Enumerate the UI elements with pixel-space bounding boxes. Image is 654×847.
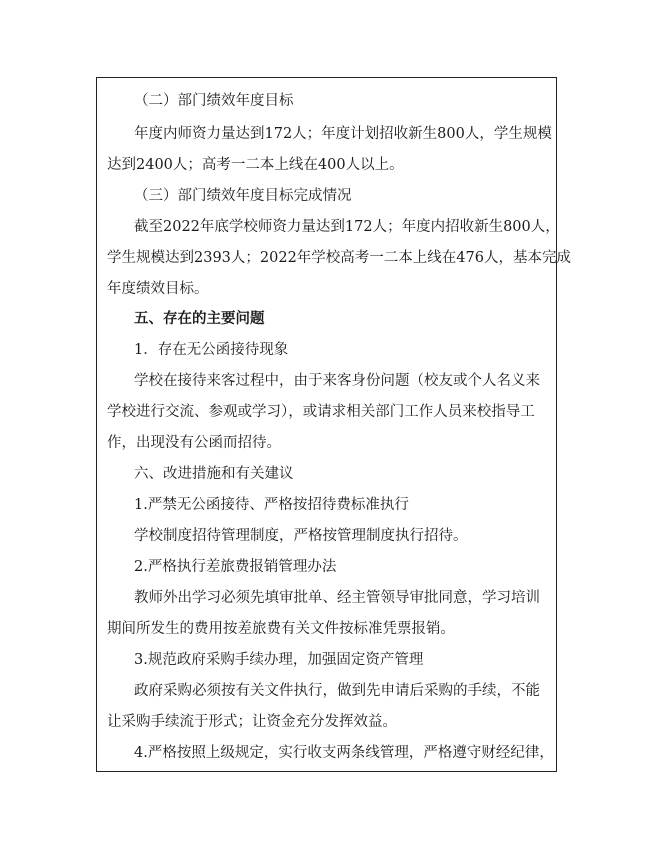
subheading: 4.严格按照上级规定，实行收支两条线管理，严格遵守财经纪律， [134, 745, 554, 761]
section-heading-3: （三）部门绩效年度目标完成情况 [134, 188, 352, 204]
paragraph-line: 期间所发生的费用按差旅费有关文件按标准凭票报销。 [107, 621, 455, 637]
subheading: 2.严格执行差旅费报销管理办法 [134, 559, 337, 575]
paragraph-line: 学校进行交流、参观或学习），或请求相关部门工作人员来校指导工 [107, 404, 535, 420]
section-heading-2: （二）部门绩效年度目标 [134, 93, 294, 109]
section-heading-6: 六、改进措施和有关建议 [134, 466, 294, 482]
paragraph-line: 学校制度招待管理制度，严格按管理制度执行招待。 [134, 528, 468, 544]
content-table-cell [96, 77, 571, 772]
paragraph-line: 达到2400人；高考一二本上线在400人以上。 [107, 157, 404, 173]
paragraph-line: 学生规模达到2393人；2022年学校高考一二本上线在476人，基本完成 [107, 250, 571, 266]
subheading: 3.规范政府采购手续办理，加强固定资产管理 [134, 652, 424, 668]
paragraph-line: 截至2022年底学校师资力量达到172人；年度内招收新生800人， [134, 219, 560, 235]
subheading: 1．存在无公函接待现象 [134, 342, 289, 358]
paragraph-line: 年度绩效目标。 [107, 281, 209, 297]
paragraph-line: 作，出现没有公函而招待。 [107, 435, 281, 451]
paragraph-line: 政府采购必须按有关文件执行，做到先申请后采购的手续，不能 [134, 683, 540, 699]
section-heading-5: 五、存在的主要问题 [134, 311, 265, 327]
paragraph-line: 教师外出学习必须先填审批单、经主管领导审批同意，学习培训 [134, 590, 540, 606]
paragraph-line: 让采购手续流于形式；让资金充分发挥效益。 [107, 714, 397, 730]
paragraph-line: 年度内师资力量达到172人；年度计划招收新生800人，学生规模 [134, 126, 552, 142]
subheading: 1.严禁无公函接待、严格按招待费标准执行 [134, 497, 409, 513]
paragraph-line: 学校在接待来客过程中，由于来客身份问题（校友或个人名义来 [134, 373, 540, 389]
